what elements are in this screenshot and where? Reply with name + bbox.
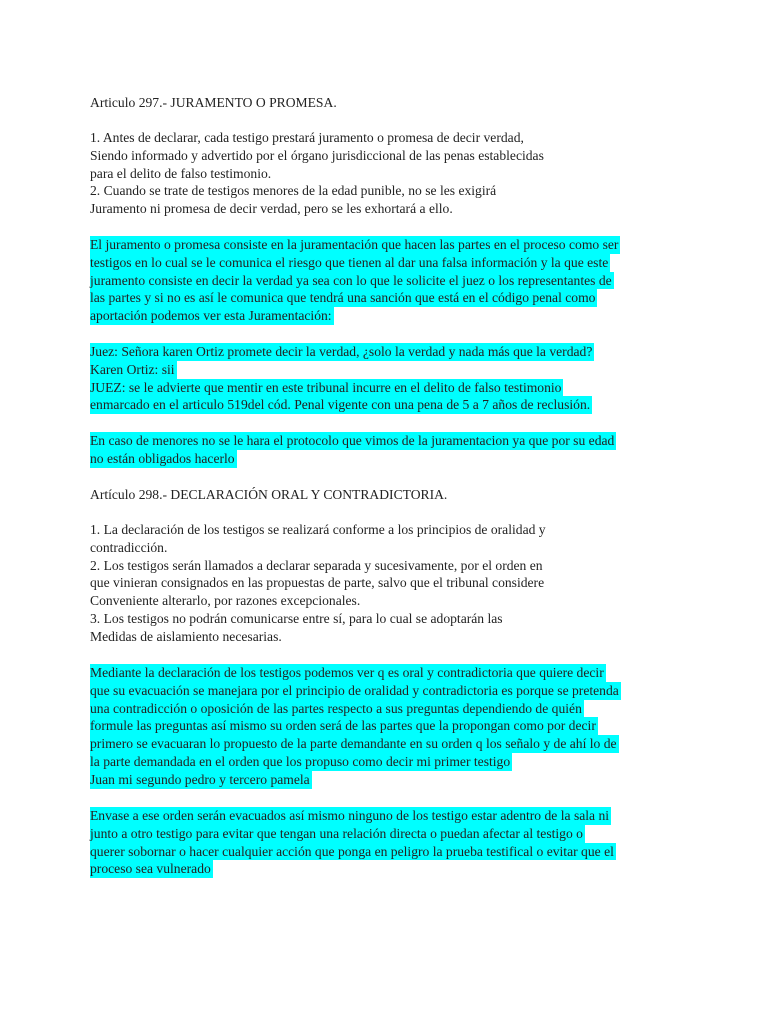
commentary-menores	[90, 432, 690, 468]
highlighted-line: El juramento o promesa consiste en la juramentación que hacen las partes en el proceso como ser	[90, 237, 619, 252]
article-297-heading	[90, 94, 690, 112]
heading-text: Articulo 297.- JURAMENTO O PROMESA.	[90, 95, 337, 110]
highlighted-line: Mediante la declaración de los testigos podemos ver q es oral y contradictoria que quiere decir	[90, 665, 604, 680]
text-line: 1. La declaración de los testigos se realizará conforme a los principios de oralidad y	[90, 522, 546, 537]
article-298-text	[90, 521, 690, 646]
text-line: 1. Antes de declarar, cada testigo prestará juramento o promesa de decir verdad,	[90, 130, 524, 145]
text-line: 2. Los testigos serán llamados a declarar separada y sucesivamente, por el orden en	[90, 557, 543, 573]
text-line: que vinieran consignados en las propuestas de parte, salvo que el tribunal considere	[90, 575, 545, 591]
text-line: para el delito de falso testimonio.	[90, 165, 272, 181]
highlighted-line: juramento consiste en decir la verdad ya sea con lo que le solicite el juez o los representantes de	[90, 272, 612, 288]
highlighted-line: que su evacuación se manejara por el principio de oralidad y contradictoria es porque se pretenda	[90, 682, 619, 698]
highlighted-line: enmarcado en el articulo 519del cód. Penal vigente con una pena de 5 a 7 años de reclusión.	[90, 397, 591, 413]
commentary-juramento	[90, 236, 690, 325]
dialogue-example	[90, 343, 690, 414]
commentary-declaracion	[90, 664, 690, 789]
highlighted-line: proceso sea vulnerado	[90, 861, 211, 877]
heading-text: Artículo 298.- DECLARACIÓN ORAL Y CONTRADICTORIA.	[90, 487, 448, 502]
highlighted-line: Juan mi segundo pedro y tercero pamela	[90, 771, 310, 787]
text-line: 3. Los testigos no podrán comunicarse entre sí, para lo cual se adoptarán las	[90, 610, 503, 626]
highlighted-line: Juez: Señora karen Ortiz promete decir la verdad, ¿solo la verdad y nada más que la verdad?	[90, 344, 593, 359]
highlighted-line: JUEZ: se le advierte que mentir en este tribunal incurre en el delito de falso testimonio	[90, 379, 562, 395]
article-298-heading	[90, 486, 690, 504]
highlighted-line: junto a otro testigo para evitar que tengan una relación directa o puedan afectar al testigo o	[90, 825, 583, 841]
highlighted-line: Karen Ortiz: sii	[90, 361, 175, 377]
highlighted-line: testigos en lo cual se le comunica el riesgo que tienen al dar una falsa información y la que este	[90, 254, 609, 270]
commentary-aislamiento	[90, 807, 690, 878]
highlighted-line: Envase a ese orden serán evacuados así mismo ninguno de los testigo estar adentro de la sala ni	[90, 808, 610, 823]
text-line: Siendo informado y advertido por el órgano jurisdiccional de las penas establecidas	[90, 147, 544, 163]
text-line: 2. Cuando se trate de testigos menores de la edad punible, no se les exigirá	[90, 183, 497, 199]
highlighted-line: una contradicción o oposición de las partes respecto a sus preguntas dependiendo de quién	[90, 700, 582, 716]
highlighted-line: las partes y si no es así le comunica que tendrá una sanción que está en el código penal como	[90, 290, 596, 306]
highlighted-line: querer sobornar o hacer cualquier acción que ponga en peligro la prueba testifical o evitar que el	[90, 843, 614, 859]
text-line: contradicción.	[90, 539, 168, 555]
text-line: Juramento ni promesa de decir verdad, pero se les exhortará a ello.	[90, 201, 453, 217]
highlighted-line: no están obligados hacerlo	[90, 450, 235, 466]
highlighted-line: En caso de menores no se le hara el protocolo que vimos de la juramentacion ya que por su edad	[90, 433, 615, 448]
highlighted-line: aportación podemos ver esta Juramentación:	[90, 308, 332, 324]
text-line: Conveniente alterarlo, por razones excepcionales.	[90, 593, 361, 609]
highlighted-line: formule las preguntas así mismo su orden será de las partes que la propongan como por decir	[90, 718, 596, 734]
highlighted-line: primero se evacuaran lo propuesto de la parte demandante en su orden q los señalo y de ahí lo de	[90, 736, 617, 752]
highlighted-line: la parte demandada en el orden que los propuso como decir mi primer testigo	[90, 753, 511, 769]
article-297-text	[90, 129, 690, 218]
text-line: Medidas de aislamiento necesarias.	[90, 628, 282, 644]
